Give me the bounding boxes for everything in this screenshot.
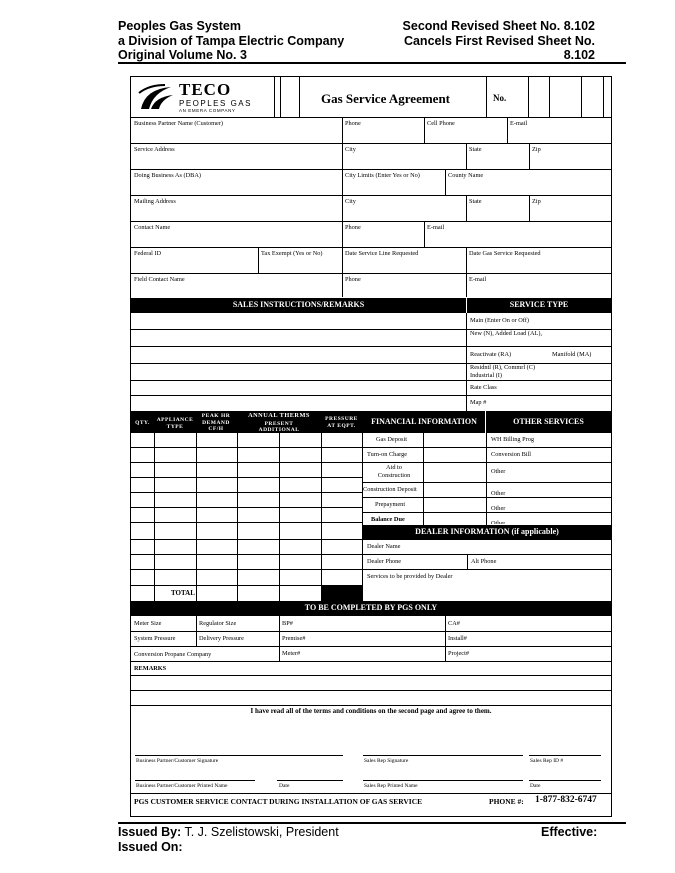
sheet-number: Second Revised Sheet No. 8.102 [402, 19, 595, 33]
construction-deposit-label: Construction Deposit [363, 486, 417, 493]
other-service-1: Other [491, 468, 506, 475]
divider [466, 273, 467, 297]
service-type-residential: Residntl (R), Commrl (C) Industrial (I) [470, 364, 536, 379]
meter-size-label: Meter Size [134, 620, 162, 627]
gas-service-agreement-form [130, 76, 612, 817]
divider [529, 780, 601, 781]
rep-printed-name-label: Sales Rep Printed Name [364, 783, 418, 789]
divider [342, 221, 343, 247]
field-email-label: E-mail [469, 276, 487, 283]
appliance-column-header: APPLIANCE TYPE [156, 417, 194, 430]
divider [549, 77, 550, 117]
pgs-only-header: TO BE COMPLETED BY PGS ONLY [131, 601, 611, 616]
qty-column-header: QTY. [135, 420, 150, 426]
conversion-propane-label: Conversion Propane Company [134, 651, 212, 658]
divider [342, 117, 343, 143]
divider [424, 221, 425, 247]
project-label: Project# [448, 650, 469, 657]
dba-label: Doing Business As (DBA) [134, 172, 201, 179]
service-address-label: Service Address [134, 146, 175, 153]
divider [424, 117, 425, 143]
divider [363, 780, 523, 781]
divider [131, 169, 611, 170]
alt-phone-label: Alt Phone [471, 558, 497, 565]
divider [363, 512, 611, 513]
service-city-label: City [345, 146, 356, 153]
divider [131, 793, 611, 794]
divider [258, 247, 259, 273]
divider [131, 346, 611, 347]
page-header-left [118, 19, 344, 63]
city-limits-label: City Limits (Enter Yes or No) [345, 172, 420, 179]
volume-label: Original Volume No. 3 [118, 48, 247, 62]
other-services-header: OTHER SERVICES [486, 411, 611, 433]
divider [131, 477, 363, 478]
annual-therms-header: ANNUAL THERMS [248, 412, 310, 419]
contact-email-label: E-mail [427, 224, 445, 231]
divider [466, 195, 467, 221]
service-type-manifold: Manifold (MA) [552, 351, 592, 358]
prepayment-label: Prepayment [375, 501, 406, 508]
divider [131, 380, 611, 381]
divider [131, 569, 363, 570]
install-label: Install# [448, 635, 467, 642]
divider [131, 675, 611, 676]
ca-number-label: CA# [448, 620, 460, 627]
remarks-label: REMARKS [134, 665, 167, 672]
dealer-info-header: DEALER INFORMATION (if applicable) [363, 525, 611, 540]
service-type-map: Map # [470, 399, 487, 406]
divider [131, 221, 611, 222]
mailing-address-label: Mailing Address [134, 198, 176, 205]
phone-label: Phone [345, 120, 361, 127]
issued-on [118, 840, 183, 855]
mailing-zip-label: Zip [532, 198, 541, 205]
divider [363, 482, 611, 483]
divider [131, 690, 611, 691]
gas-deposit-label: Gas Deposit [376, 436, 407, 443]
divider [131, 705, 611, 706]
divider [131, 247, 611, 248]
financial-info-header: FINANCIAL INFORMATION [363, 411, 485, 433]
divider [277, 780, 343, 781]
divider [274, 77, 275, 117]
other-service-3: Other [491, 505, 506, 512]
balance-due-label: Balance Due [371, 516, 405, 523]
contact-phone-label: Phone [345, 224, 361, 231]
divider [135, 780, 255, 781]
divider [363, 755, 523, 756]
divider [529, 755, 601, 756]
company-name: Peoples Gas System [118, 19, 241, 33]
header-rule [118, 62, 626, 64]
divider [581, 77, 582, 117]
contact-line: PGS CUSTOMER SERVICE CONTACT DURING INSTALLATION OF GAS SERVICE [134, 797, 423, 806]
dealer-services-label: Services to be provided by Dealer [367, 573, 453, 580]
divider [131, 447, 363, 448]
delivery-pressure-label: Delivery Pressure [199, 635, 244, 642]
footer-rule [118, 822, 626, 824]
bp-date-label: Date [279, 783, 290, 789]
divider [131, 195, 611, 196]
aid-to-construction-label: Aid to Construction [377, 464, 411, 479]
divider [321, 433, 322, 601]
logo-tagline: AN EMERA COMPANY [179, 108, 236, 113]
divider [131, 273, 611, 274]
divider [466, 143, 467, 169]
page-header-right [375, 19, 595, 63]
divider [467, 554, 468, 569]
service-type-header: SERVICE TYPE [467, 298, 611, 313]
dealer-name-label: Dealer Name [367, 543, 401, 550]
divider [507, 117, 508, 143]
date-line-label: Date Service Line Requested [345, 250, 419, 257]
present-column-header: PRESENT [264, 421, 294, 427]
service-state-label: State [469, 146, 482, 153]
effective [541, 825, 597, 840]
service-type-new: New (N), Added Load (AL), [470, 330, 543, 337]
divider [131, 143, 611, 144]
total-label: TOTAL [171, 589, 195, 597]
email-label: E-mail [510, 120, 528, 127]
field-contact-label: Field Contact Name [134, 276, 185, 283]
mailing-city-label: City [345, 198, 356, 205]
issued-by [118, 825, 339, 840]
pressure-column-header: PRESSURE AT EQPT. [325, 416, 358, 429]
divider [362, 411, 363, 601]
turn-on-charge-label: Turn-on Charge [367, 451, 408, 458]
divider [529, 195, 530, 221]
divider [486, 77, 487, 117]
divider [342, 247, 343, 273]
additional-column-header: ADDITIONAL [258, 427, 300, 433]
bp-name-label: Business Partner Name (Customer) [134, 120, 224, 127]
divider [279, 616, 280, 661]
teco-swoosh-icon [135, 83, 175, 113]
peak-column-header: PEAK HR DEMAND CF/H [201, 413, 231, 432]
form-title: Gas Service Agreement [321, 91, 450, 106]
cancels-sheet: Cancels First Revised Sheet No. 8.102 [403, 33, 595, 62]
phone-number: 1-877-832-6747 [535, 795, 597, 805]
divider [603, 77, 604, 117]
divider [342, 143, 343, 169]
divider [466, 313, 467, 411]
divider [279, 433, 280, 601]
divider [299, 77, 300, 117]
divider [445, 169, 446, 195]
service-zip-label: Zip [532, 146, 541, 153]
divider [131, 507, 363, 508]
form-number-label: No. [493, 93, 507, 103]
divider [342, 169, 343, 195]
wh-billing-label: WH Billing Prog [491, 436, 535, 443]
tax-exempt-label: Tax Exempt (Yes or No) [261, 250, 323, 257]
divider [342, 273, 343, 297]
dealer-phone-label: Dealer Phone [367, 558, 402, 565]
logo-brand: TECO [179, 80, 232, 99]
issued-on-label: Issued On: [118, 840, 183, 854]
bp-number-label: BP# [282, 620, 293, 627]
field-phone-label: Phone [345, 276, 361, 283]
other-service-2: Other [491, 490, 506, 497]
divider [363, 447, 611, 448]
logo-subtitle: PEOPLES GAS [179, 99, 252, 108]
divider [131, 661, 611, 662]
divider [528, 77, 529, 117]
divider [131, 395, 611, 396]
divider [196, 433, 197, 601]
bp-signature-label: Business Partner/Customer Signature [136, 758, 219, 764]
contact-name-label: Contact Name [134, 224, 171, 231]
divider [131, 646, 611, 647]
divider [342, 195, 343, 221]
county-label: County Name [448, 172, 484, 179]
divider [363, 554, 611, 555]
divider [131, 462, 363, 463]
agreement-text: I have read all of the terms and conditions on the second page and agree to them. [250, 707, 492, 715]
divider [131, 539, 363, 540]
divider [363, 462, 611, 463]
mailing-state-label: State [469, 198, 482, 205]
divider [363, 497, 611, 498]
sales-instructions-header: SALES INSTRUCTIONS/REMARKS [131, 298, 466, 313]
rep-signature-label: Sales Rep Signature [364, 758, 409, 764]
divider [154, 433, 155, 601]
divider [363, 569, 611, 570]
service-type-main: Main (Enter On or Off) [470, 317, 529, 324]
meter-number-label: Meter# [282, 650, 301, 657]
issued-by-label: Issued By: [118, 825, 182, 839]
rep-date-label: Date [530, 783, 541, 789]
regulator-size-label: Regulator Size [199, 620, 237, 627]
divider [280, 77, 281, 117]
date-gas-label: Date Gas Service Requested [469, 250, 541, 257]
conversion-bill-label: Conversion Bill [491, 451, 532, 458]
service-type-reactivate: Reactivate (RA) [470, 351, 512, 358]
other-service-4: Other [491, 520, 506, 524]
divider [131, 492, 363, 493]
system-pressure-label: System Pressure [134, 635, 176, 642]
divider [131, 117, 611, 118]
phone-label: PHONE #: [489, 797, 524, 806]
divider [445, 616, 446, 661]
premise-label: Premise# [282, 635, 306, 642]
divider [135, 755, 343, 756]
divider [529, 143, 530, 169]
divider [466, 247, 467, 273]
federal-id-label: Federal ID [134, 250, 162, 257]
rep-id-label: Sales Rep ID # [530, 758, 564, 764]
divider [131, 522, 363, 523]
teco-logo [135, 81, 275, 115]
issued-by-value: T. J. Szelistowski, President [184, 825, 339, 839]
divider [131, 554, 363, 555]
divider [131, 631, 611, 632]
company-division: a Division of Tampa Electric Company [118, 33, 345, 48]
cell-phone-label: Cell Phone [427, 120, 455, 127]
effective-label: Effective: [541, 825, 598, 839]
pressure-total-shade [321, 585, 362, 601]
service-type-rate-class: Rate Class [470, 384, 497, 391]
divider [237, 433, 238, 601]
bp-printed-name-label: Business Partner/Customer Printed Name [136, 783, 228, 789]
